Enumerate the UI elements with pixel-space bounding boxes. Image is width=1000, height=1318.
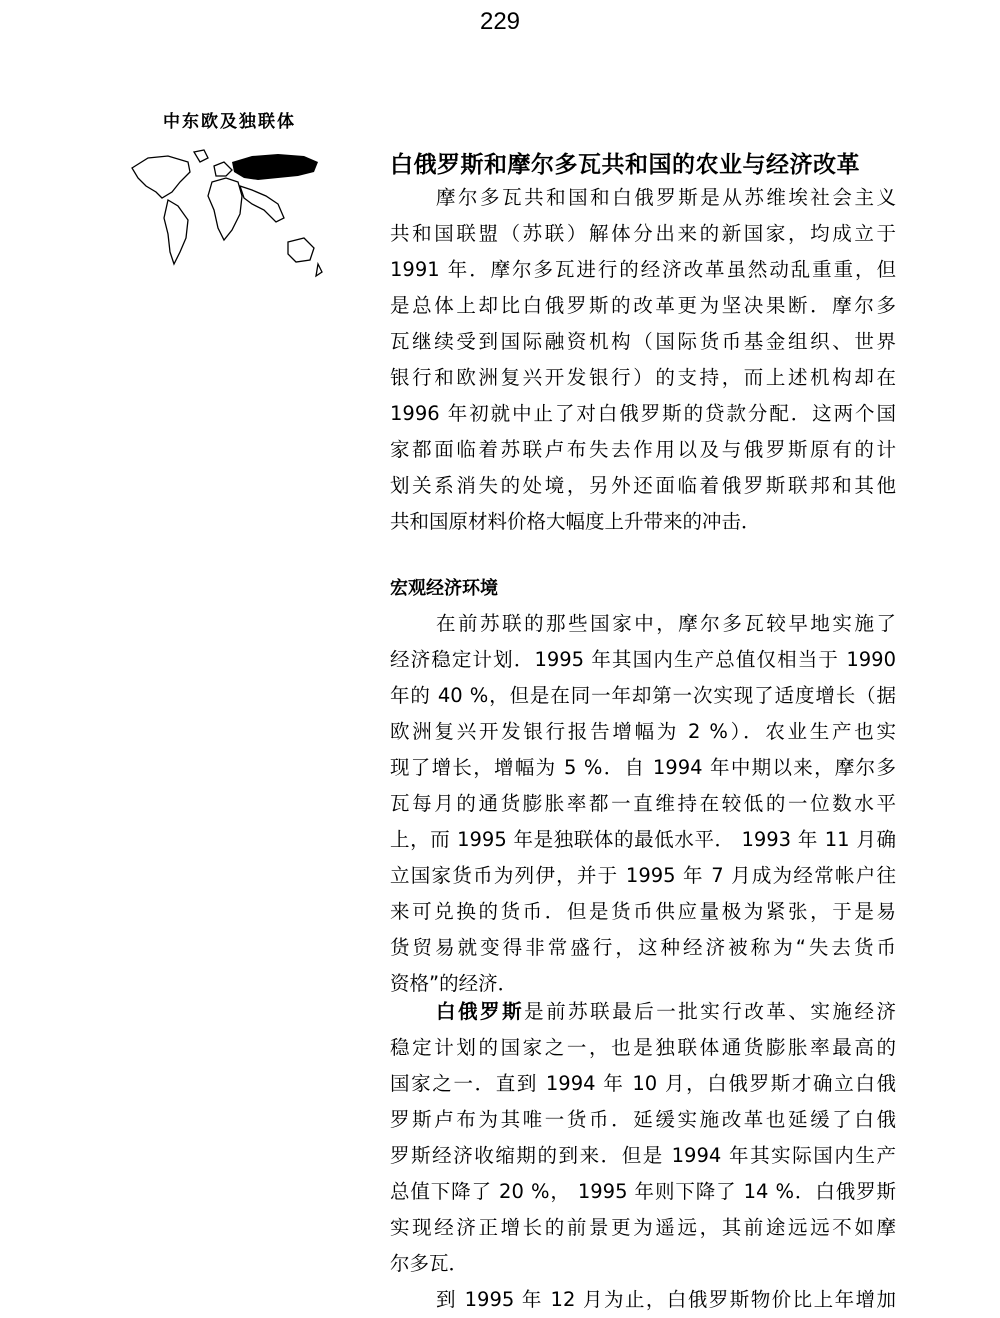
text-line [390,432,896,468]
line-text: 到 1995 年 12 月为止，白俄罗斯物价比上年增加 [436,1288,896,1311]
line-text: 资格”的经济． [390,972,518,995]
line-text: 欧洲复兴开发银行报告增幅为 2 %）．农业生产也实 [390,720,896,743]
line-text: 划关系消失的处境，另外还面临着俄罗斯联邦和其他 [390,474,896,497]
text-line [390,1030,896,1066]
article-title: 白俄罗斯和摩尔多瓦共和国的农业与经济改革 [390,152,860,178]
line-text: 瓦继续受到国际融资机构（国际货币基金组织、世界 [390,330,896,353]
paragraph-2 [390,606,896,1002]
line-text: 1996 年初就中止了对白俄罗斯的贷款分配．这两个国 [390,402,896,425]
text-line [390,288,896,324]
line-text: 上，而 1995 年是独联体的最低水平． 1993 年 11 月确 [390,828,896,851]
line-text: 摩尔多瓦共和国和白俄罗斯是从苏维埃社会主义 [436,186,896,209]
paragraph-1 [390,180,896,540]
line-text: 年的 40 %，但是在同一年却第一次实现了适度增长（据 [390,684,896,707]
paragraph-3 [390,994,896,1282]
text-line [390,252,896,288]
text-line [390,750,896,786]
text-line [390,360,896,396]
line-text: 在前苏联的那些国家中，摩尔多瓦较早地实施了 [436,612,896,635]
line-text: 罗斯卢布为其唯一货币．延缓实施改革也延缓了白俄 [390,1108,896,1131]
page-number: 229 [479,8,521,35]
paragraph-4 [390,1282,896,1318]
text-line [390,1210,896,1246]
line-text: 经济稳定计划．1995 年其国内生产总值仅相当于 1990 [390,648,896,671]
text-line [390,468,896,504]
text-line [390,894,896,930]
line-text: 国家之一．直到 1994 年 10 月，白俄罗斯才确立白俄 [390,1072,896,1095]
line-text: 尔多瓦． [390,1252,469,1275]
text-line [390,606,896,642]
line-text: 1991 年．摩尔多瓦进行的经济改革虽然动乱重重，但 [390,258,896,281]
text-line [390,180,896,216]
line-text: 实现经济正增长的前景更为遥远，其前途远远不如摩 [390,1216,896,1239]
text-line [390,216,896,252]
text-line [390,994,896,1030]
line-text: 罗斯经济收缩期的到来．但是 1994 年其实际国内生产 [390,1144,896,1167]
line-text: 总值下降了 20 %， 1995 年则下降了 14 %．白俄罗斯 [390,1180,896,1203]
text-line [390,1174,896,1210]
line-text: 现了增长，增幅为 5 %．自 1994 年中期以来，摩尔多 [390,756,896,779]
text-line [390,324,896,360]
line-text: 来可兑换的货币．但是货币供应量极为紧张，于是易 [390,900,896,923]
text-line [390,930,896,966]
text-line [390,1282,896,1318]
line-text: 共和国原材料价格大幅度上升带来的冲击． [390,510,761,533]
line-text: 共和国联盟（苏联）解体分出来的新国家，均成立于 [390,222,896,245]
line-text: 货贸易就变得非常盛行，这种经济被称为“失去货币 [390,936,896,959]
region-label: 中东欧及独联体 [163,112,296,132]
text-line [390,504,896,540]
text-line [390,786,896,822]
text-line [390,822,896,858]
text-line [390,642,896,678]
line-text: 瓦每月的通货膨胀率都一直维持在较低的一位数水平 [390,792,896,815]
line-text: 家都面临着苏联卢布失去作用以及与俄罗斯原有的计 [390,438,896,461]
line-text: 银行和欧洲复兴开发银行）的支持，而上述机构却在 [390,366,896,389]
text-line [390,1102,896,1138]
text-line [390,858,896,894]
line-text: 是前苏联最后一批实行改革、实施经济 [524,1000,896,1023]
line-text: 稳定计划的国家之一，也是独联体通货膨胀率最高的 [390,1036,896,1059]
line-text: 立国家货币为列伊，并于 1995 年 7 月成为经常帐户往 [390,864,896,887]
text-line [390,1138,896,1174]
text-line [390,396,896,432]
bold-lead: 白俄罗斯 [436,1000,525,1023]
section-heading: 宏观经济环境 [390,578,498,599]
text-line [390,714,896,750]
text-line [390,1066,896,1102]
text-line [390,1246,896,1282]
line-text: 是总体上却比白俄罗斯的改革更为坚决果断．摩尔多 [390,294,896,317]
world-map-icon [128,148,324,290]
text-line [390,678,896,714]
